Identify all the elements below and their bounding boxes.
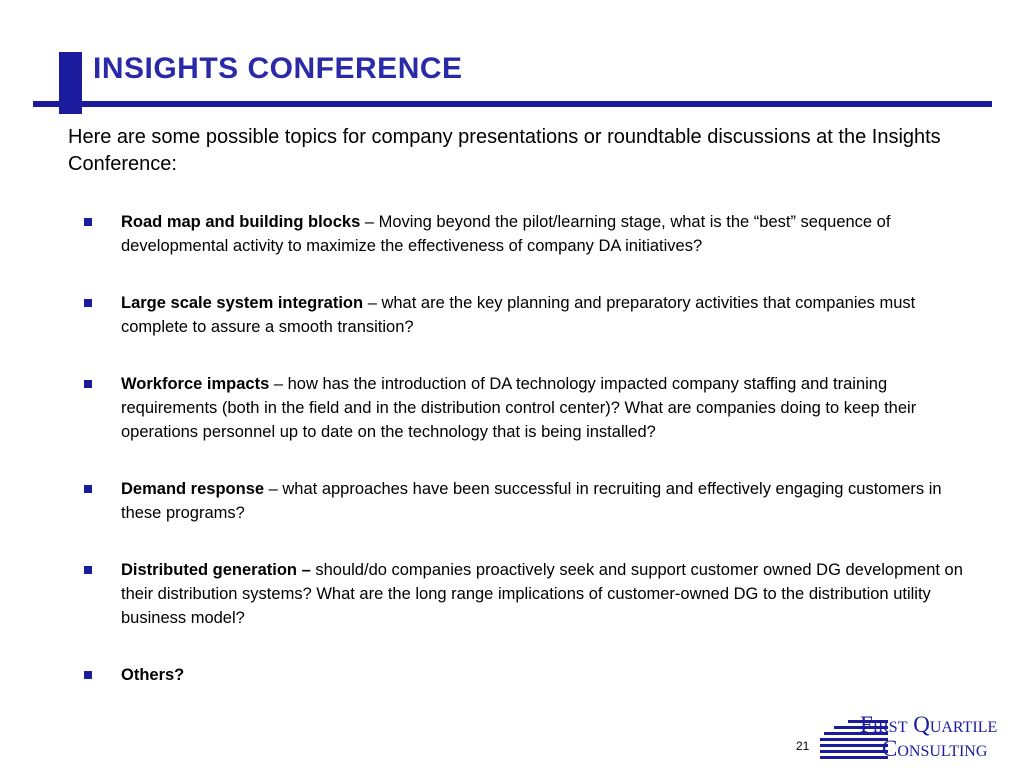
topic-title: Large scale system integration [121, 294, 364, 312]
logo-line-1: First Quartile [860, 712, 998, 737]
topic-item [84, 372, 984, 444]
topic-title: Road map and building blocks [121, 213, 361, 231]
company-logo [820, 712, 1020, 762]
topic-title: Distributed generation – [121, 561, 311, 579]
topic-description: – what are the key planning and preparatory activities that companies must complete to assure a smooth transition? [121, 294, 916, 336]
bullet-square-icon [84, 380, 92, 388]
topic-title: Demand response [121, 480, 265, 498]
topic-description: should/do companies proactively seek and support customer owned DG development on their distribution systems? What are the long range implications of customer-owned DG to the distribution utility business model? [121, 561, 963, 627]
topic-title: Others? [121, 666, 185, 684]
topic-item [84, 663, 984, 687]
topic-item [84, 558, 984, 630]
logo-line-2: Consulting [882, 736, 988, 761]
topic-list [84, 210, 984, 687]
bullet-square-icon [84, 299, 92, 307]
slide-title: INSIGHTS CONFERENCE [93, 52, 463, 85]
topic-description: – how has the introduction of DA technology impacted company staffing and training requirements (both in the field and in the distribution control center)? What are companies doing to keep their operations personnel up to date on the technology that is being installed? [121, 375, 917, 441]
topic-description: – Moving beyond the pilot/learning stage, what is the “best” sequence of developmental activity to maximize the effectiveness of company DA initiatives? [121, 213, 891, 255]
bullet-square-icon [84, 566, 92, 574]
topic-description: – what approaches have been successful in recruiting and effectively engaging customers in these programs? [121, 480, 942, 522]
bullet-square-icon [84, 485, 92, 493]
title-underline [33, 101, 992, 107]
topic-item [84, 291, 984, 339]
topic-item [84, 477, 984, 525]
page-number: 21 [796, 739, 810, 753]
topic-item [84, 210, 984, 258]
intro-text: Here are some possible topics for company presentations or roundtable discussions at the Insights Conference: [68, 126, 941, 175]
topic-title: Workforce impacts [121, 375, 270, 393]
bullet-square-icon [84, 218, 92, 226]
bullet-square-icon [84, 671, 92, 679]
